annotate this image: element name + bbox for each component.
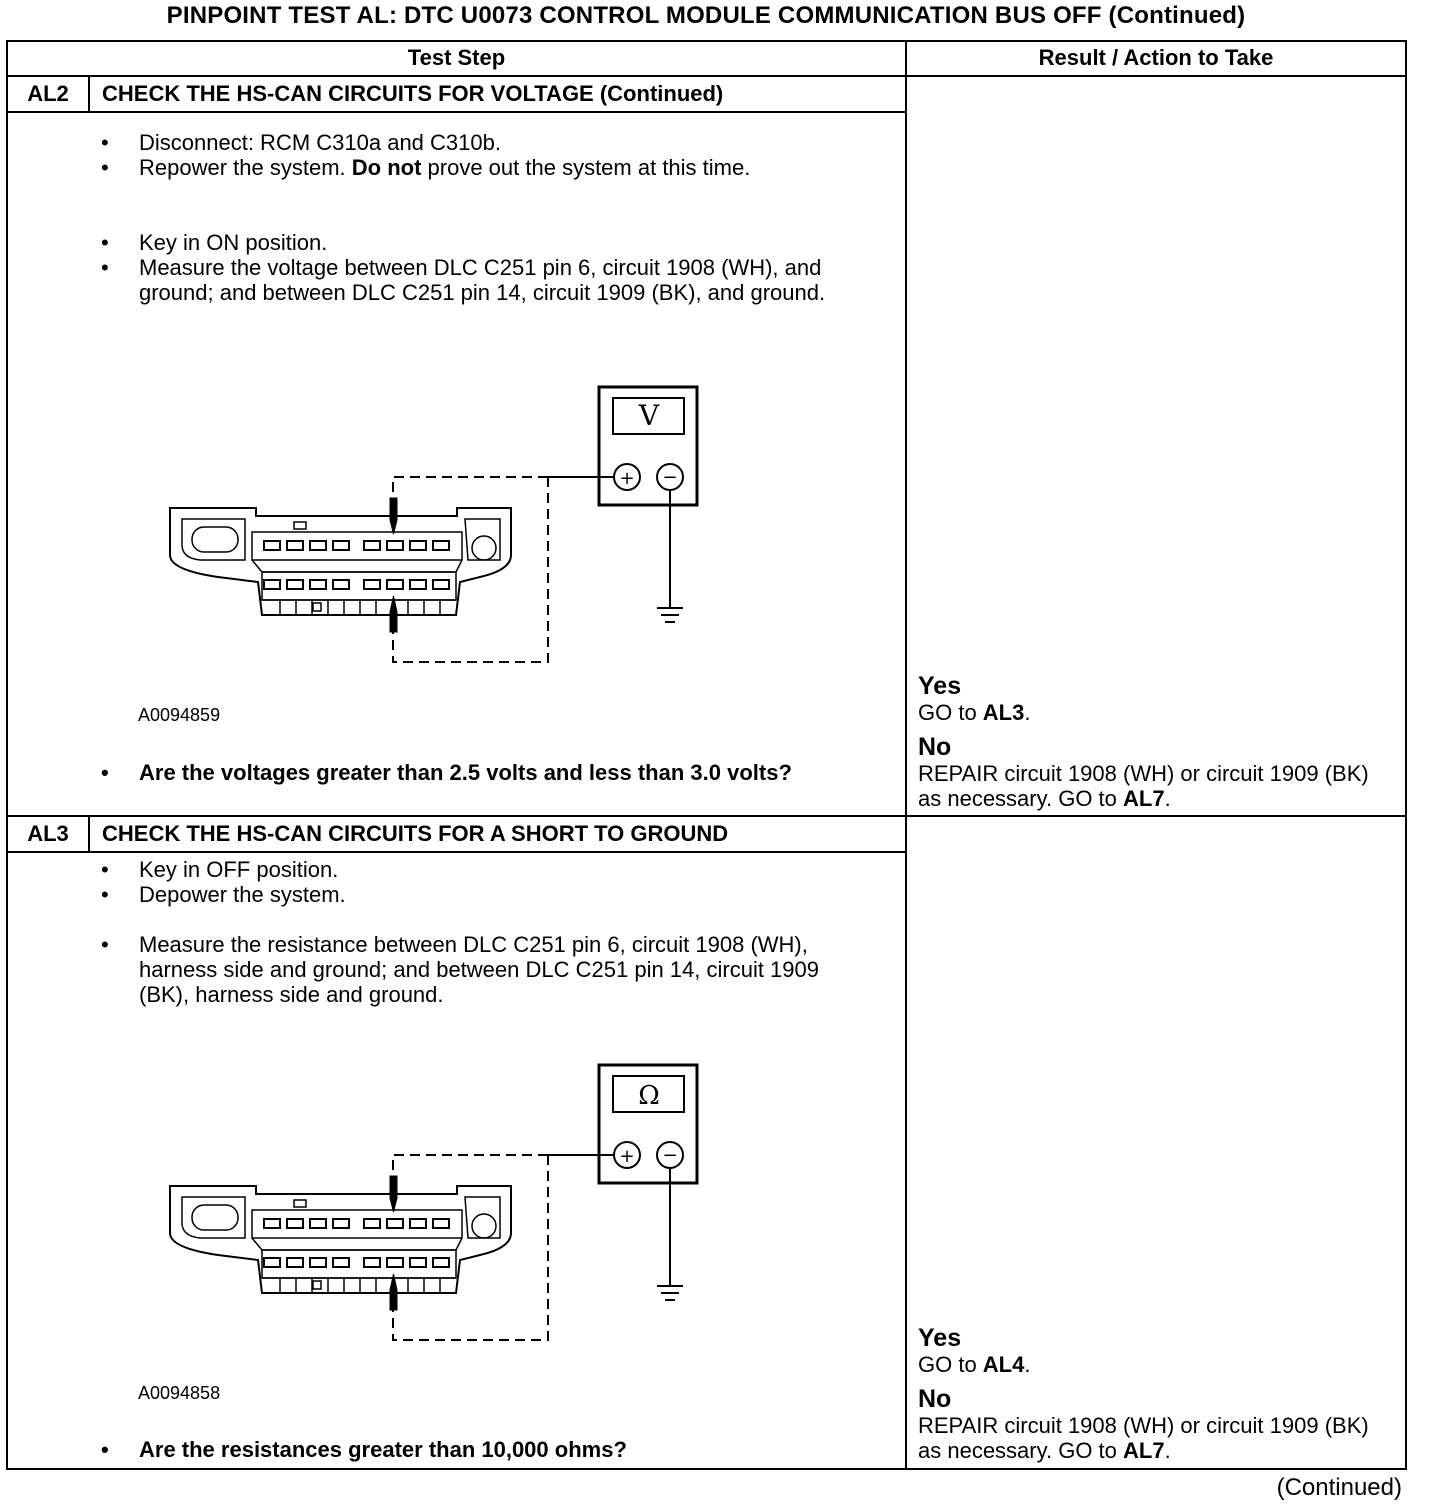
page-title: PINPOINT TEST AL: DTC U0073 CONTROL MODULE COMMUNICATION BUS OFF (Continued) (166, 2, 1246, 29)
goto-link-al7[interactable]: AL7 (1123, 786, 1165, 811)
al3-results (918, 1324, 1398, 1463)
list-item: • Repower the system. Do not prove out the system at this time. (101, 155, 891, 180)
step-id-al2: AL2 (27, 81, 69, 106)
step-title-al2: CHECK THE HS-CAN CIRCUITS FOR VOLTAGE (Continued) (102, 81, 724, 106)
list-item: • Measure the resistance between DLC C251 pin 6, circuit 1908 (WH), harness side and ground; and between DLC C251 pin 14, circuit 1909 (BK), harness side and ground. (101, 932, 871, 1007)
goto-link-al3[interactable]: AL3 (982, 700, 1025, 725)
column-header-test-step: Test Step (407, 45, 506, 70)
goto-link-al7[interactable]: AL7 (1123, 1438, 1165, 1463)
no-label: No (918, 1385, 952, 1413)
continued-footer: (Continued) (1276, 1474, 1402, 1501)
step-title-al3: CHECK THE HS-CAN CIRCUITS FOR A SHORT TO GROUND (102, 821, 729, 846)
al2-results (918, 672, 1398, 811)
list-item: • Are the voltages greater than 2.5 volts and less than 3.0 volts? (101, 760, 861, 785)
al3-question (101, 1437, 861, 1462)
yes-action: GO to AL3. (918, 700, 1031, 725)
no-action: REPAIR circuit 1908 (WH) or circuit 1909 (BK) as necessary. GO to AL7. (918, 761, 1369, 811)
no-action: REPAIR circuit 1908 (WH) or circuit 1909 (BK) as necessary. GO to AL7. (918, 1413, 1369, 1463)
plus-label: + (619, 468, 635, 489)
meter-symbol: Ω (638, 1081, 660, 1111)
list-item: • Disconnect: RCM C310a and C310b. (101, 130, 891, 155)
list-item: • Key in ON position. (101, 230, 861, 255)
figure-id-al3: A0094858 (138, 1383, 221, 1403)
yes-label: Yes (918, 672, 962, 700)
meter-symbol: V (638, 399, 660, 432)
column-header-result: Result / Action to Take (1038, 45, 1274, 70)
minus-label: − (662, 1145, 678, 1166)
yes-label: Yes (918, 1324, 962, 1352)
figure-id-al2: A0094859 (138, 705, 221, 725)
no-label: No (918, 733, 952, 761)
plus-label: + (619, 1146, 635, 1167)
list-item: • Are the resistances greater than 10,000 ohms? (101, 1437, 861, 1462)
list-item: • Key in OFF position. (101, 857, 891, 882)
dlc-connector (170, 1186, 511, 1293)
minus-label: − (662, 467, 678, 488)
upper-probe (390, 1176, 397, 1198)
list-item: • Depower the system. (101, 882, 891, 907)
step-id-al3: AL3 (27, 821, 69, 846)
list-item: • Measure the voltage between DLC C251 pin 6, circuit 1908 (WH), and ground; and between DLC C251 pin 14, circuit 1909 (BK), and ground. (101, 255, 861, 305)
lower-probe (390, 1290, 397, 1310)
yes-action: GO to AL4. (918, 1352, 1031, 1377)
goto-link-al4[interactable]: AL4 (982, 1352, 1025, 1377)
